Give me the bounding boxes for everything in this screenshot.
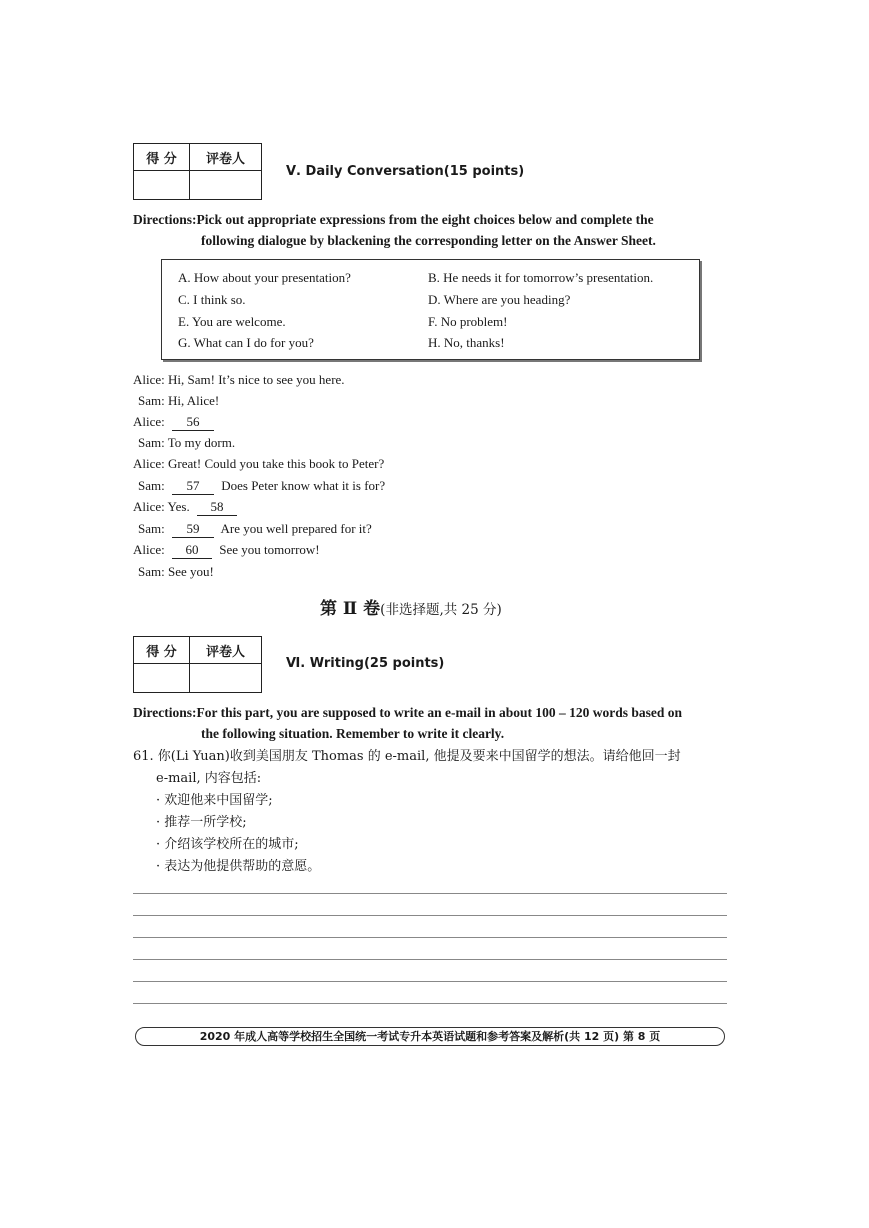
answer-blank-60[interactable]: 60 xyxy=(172,542,212,559)
score-cell[interactable] xyxy=(134,664,190,693)
score-label: 得 分 xyxy=(134,637,190,664)
utterance: Are you well prepared for it? xyxy=(220,521,372,536)
choice-g: G. What can I do for you? xyxy=(178,335,314,350)
score-label: 得 分 xyxy=(134,144,190,171)
utterance: Great! Could you take this book to Peter? xyxy=(168,456,385,471)
dialogue-line xyxy=(133,411,218,432)
task-bullet: · 介绍该学校所在的城市; xyxy=(156,837,299,852)
writing-line[interactable] xyxy=(133,981,727,982)
section-6-directions xyxy=(133,702,729,744)
speaker: Sam: xyxy=(138,521,165,536)
directions-line-2: following dialogue by blackening the corresponding letter on the Answer Sheet. xyxy=(201,233,656,248)
speaker: Alice: xyxy=(133,542,165,557)
speaker: Alice: xyxy=(133,456,165,471)
dialogue-line xyxy=(133,539,320,560)
task-bullet: · 表达为他提供帮助的意愿。 xyxy=(156,859,321,874)
dialogue-line xyxy=(138,518,372,539)
writing-line[interactable] xyxy=(133,915,727,916)
section-5-directions xyxy=(133,209,729,251)
dialogue-line xyxy=(133,369,345,390)
answer-blank-57[interactable]: 57 xyxy=(172,478,214,495)
section-6-title: Ⅵ. Writing(25 points) xyxy=(286,656,445,671)
choice-d: D. Where are you heading? xyxy=(428,292,571,307)
utterance: Hi, Alice! xyxy=(167,393,220,408)
directions-line-1: For this part, you are supposed to write an e-mail in about 100 – 120 words based on xyxy=(196,705,683,720)
dialogue-line xyxy=(138,475,385,496)
speaker: Sam: xyxy=(138,435,165,450)
answer-blank-58[interactable]: 58 xyxy=(197,499,237,516)
answer-blank-56[interactable]: 56 xyxy=(172,414,214,431)
choices-box xyxy=(161,259,700,360)
choice-f: F. No problem! xyxy=(428,314,508,329)
choice-b: B. He needs it for tomorrow’s presentation. xyxy=(428,270,654,285)
speaker: Sam: xyxy=(138,478,165,493)
directions-label: Directions: xyxy=(133,212,197,227)
directions-label: Directions: xyxy=(133,705,197,720)
part-2-heading xyxy=(320,594,502,619)
speaker: Alice: xyxy=(133,372,165,387)
dialogue-line xyxy=(133,453,384,474)
grader-cell[interactable] xyxy=(190,664,262,693)
speaker: Alice: xyxy=(133,499,165,514)
dialogue-line xyxy=(138,561,214,582)
dialogue-line xyxy=(133,496,241,517)
directions-line-1: Pick out appropriate expressions from the eight choices below and complete the xyxy=(196,212,654,227)
score-box-section-6 xyxy=(133,636,262,693)
task-line-1: 61. 你(Li Yuan)收到美国朋友 Thomas 的 e-mail, 他提及要来中国留学的想法。请给他回一封 xyxy=(133,749,681,764)
section-5-title: Ⅴ. Daily Conversation(15 points) xyxy=(286,164,525,179)
speaker: Alice: xyxy=(133,414,165,429)
task-line-2: e-mail, 内容包括: xyxy=(156,771,262,786)
part-2-title: 第 Ⅱ 卷 xyxy=(320,599,381,619)
grader-label: 评卷人 xyxy=(190,144,262,171)
choice-c: C. I think so. xyxy=(178,292,246,307)
answer-blank-59[interactable]: 59 xyxy=(172,521,214,538)
score-box-section-5 xyxy=(133,143,262,200)
directions-line-2: the following situation. Remember to write it clearly. xyxy=(201,726,505,741)
task-bullet: · 推荐一所学校; xyxy=(156,815,247,830)
writing-line[interactable] xyxy=(133,1003,727,1004)
task-bullet: · 欢迎他来中国留学; xyxy=(156,793,273,808)
choice-e: E. You are welcome. xyxy=(178,314,286,329)
utterance: See you! xyxy=(167,564,214,579)
utterance: Does Peter know what it is for? xyxy=(221,478,386,493)
part-2-subtitle: (非选择题,共 25 分) xyxy=(380,602,502,618)
dialogue-line xyxy=(138,390,219,411)
dialogue-line xyxy=(138,432,235,453)
writing-line[interactable] xyxy=(133,959,727,960)
utterance: Yes. xyxy=(167,499,190,514)
page-footer: 2020 年成人高等学校招生全国统一考试专升本英语试题和参考答案及解析(共 12 页) 第 8 页 xyxy=(135,1027,725,1046)
grader-label: 评卷人 xyxy=(190,637,262,664)
utterance: To my dorm. xyxy=(167,435,236,450)
speaker: Sam: xyxy=(138,393,165,408)
choice-h: H. No, thanks! xyxy=(428,335,505,350)
utterance: Hi, Sam! It’s nice to see you here. xyxy=(168,372,345,387)
score-cell[interactable] xyxy=(134,171,190,200)
choice-a: A. How about your presentation? xyxy=(178,270,351,285)
writing-line[interactable] xyxy=(133,893,727,894)
speaker: Sam: xyxy=(138,564,165,579)
grader-cell[interactable] xyxy=(190,171,262,200)
utterance: See you tomorrow! xyxy=(219,542,320,557)
writing-line[interactable] xyxy=(133,937,727,938)
